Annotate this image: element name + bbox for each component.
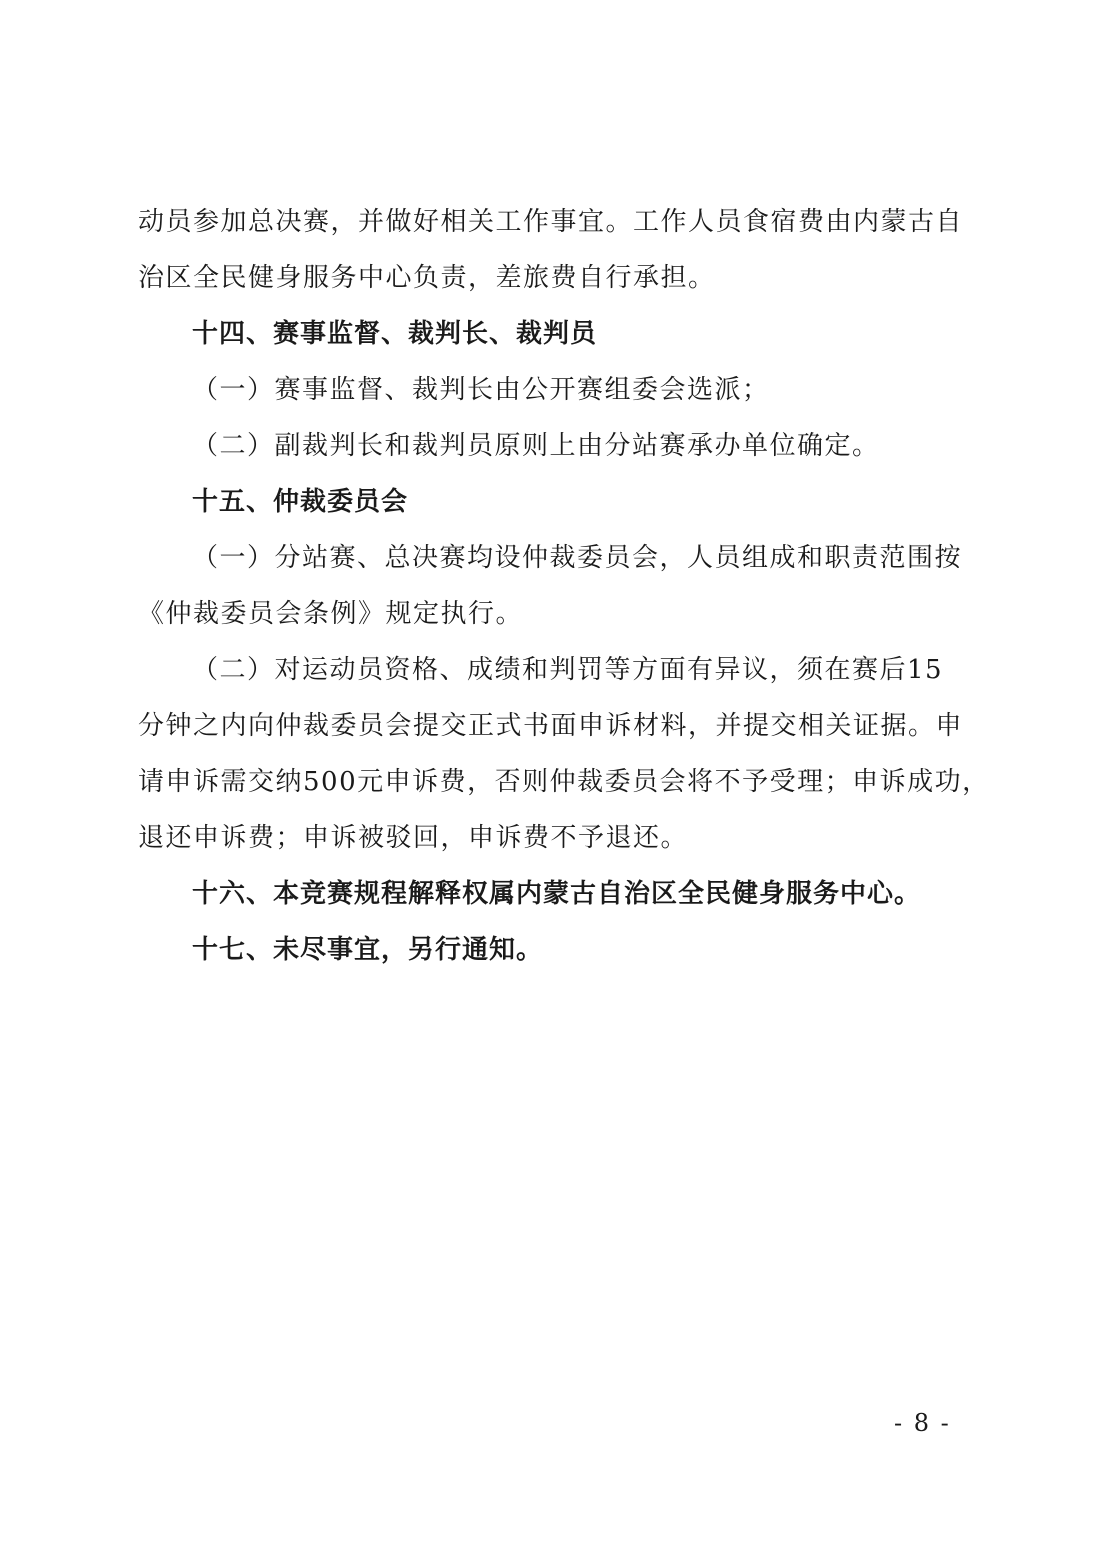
paragraph-line: （一）赛事监督、裁判长由公开赛组委会选派； [192,375,770,405]
section-heading-16: 十六、本竞赛规程解释权属内蒙古自治区全民健身服务中心。 [192,879,922,909]
paragraph-line: 《仲裁委员会条例》规定执行。 [138,599,524,629]
section-heading-15: 十五、仲裁委员会 [192,487,409,517]
page-number: - 8 - [894,1409,951,1437]
paragraph-line: 治区全民健身服务中心负责，差旅费自行承担。 [138,263,716,293]
paragraph-line: 退还申诉费；申诉被驳回，申诉费不予退还。 [138,823,689,853]
section-heading-14: 十四、赛事监督、裁判长、裁判员 [192,319,598,349]
paragraph-line: （二）副裁判长和裁判员原则上由分站赛承办单位确定。 [192,431,880,461]
paragraph-line: （二）对运动员资格、成绩和判罚等方面有异议，须在赛后15 [192,655,944,685]
section-heading-17: 十七、未尽事宜，另行通知。 [192,935,544,965]
paragraph-line: 请申诉需交纳500元申诉费，否则仲裁委员会将不予受理；申诉成功， [138,767,990,797]
paragraph-line: 分钟之内向仲裁委员会提交正式书面申诉材料，并提交相关证据。申 [138,711,964,741]
paragraph-line: （一）分站赛、总决赛均设仲裁委员会，人员组成和职责范围按 [192,543,963,573]
paragraph-line: 动员参加总决赛，并做好相关工作事宜。工作人员食宿费由内蒙古自 [138,207,964,237]
